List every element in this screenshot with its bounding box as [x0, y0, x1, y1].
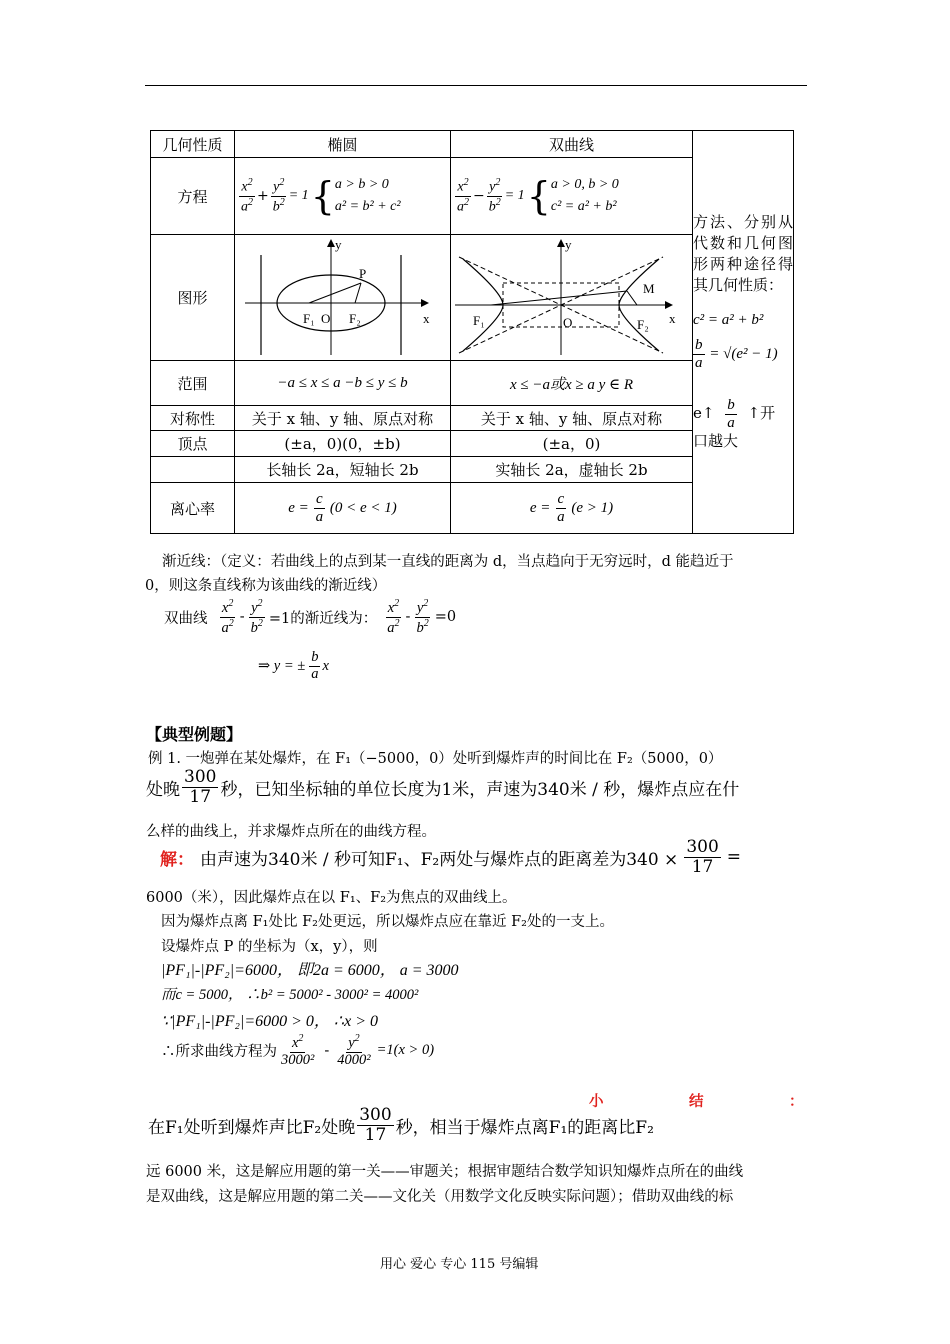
- summary-line1-b: 秒，相当于爆炸点离F₁的距离比F₂: [395, 1117, 654, 1138]
- asymptote-equation: 双曲线 $\frac{x^2}{a^2}$ - $\frac{y^2}{b^2}$ =1的渐近线为： $\frac{x^2}{a^2}$ - $\frac{y^2}{b^2}$ =0: [164, 598, 457, 636]
- solution-line5: |PF₁|-|PF₂|=6000， 即2a = 6000， a = 3000: [161, 962, 459, 979]
- ellipse-eccentricity: e = $\frac{c}{a}$ (0 < e < 1): [235, 483, 451, 534]
- ellipse-f2-label: F₂: [349, 311, 361, 326]
- solution-frac-num: 300: [686, 837, 719, 857]
- side-eq-e: = √(e² − 1): [709, 346, 778, 362]
- hyperbola-f2-label: F₂: [637, 317, 649, 332]
- hyperbola-figure-cell: [451, 235, 693, 361]
- summary-line3: 是双曲线，这是解应用题的第二关——文化关（用数学文化反映实际问题）；借助双曲线的标: [146, 1189, 734, 1205]
- solution-line7: ∵|PF₁|-|PF₂|=6000 > 0， ∴x > 0: [161, 1013, 378, 1030]
- section-title: 【典型例题】: [146, 725, 243, 744]
- hyperbola-o-label: O: [563, 315, 573, 330]
- ellipse-p-label: P: [359, 266, 367, 281]
- row-vertex: 顶点: [151, 431, 235, 457]
- row-figure: 图形: [151, 235, 235, 361]
- asymptote-end: =0: [434, 609, 457, 626]
- hyperbola-m-label: M: [643, 281, 655, 296]
- side-note-cell: [693, 131, 794, 534]
- solution-line1: [160, 838, 741, 876]
- asymptote-mid: =1的渐近线为：: [268, 610, 378, 627]
- ellipse-x-label: x: [423, 311, 430, 326]
- example-line2: [146, 768, 739, 806]
- row-range: 范围: [151, 361, 235, 406]
- hyperbola-equation: $\frac{x^2}{a^2}$ − $\frac{y^2}{b^2}$ = 1 { a > 0, b > 0 c² = a² + b²: [451, 158, 693, 235]
- asymptote-def-1: 渐近线：（定义：若曲线上的点到某一直线的距离为 d，当点趋向于无穷远时，d 能趋近于: [162, 554, 734, 570]
- example-frac-num: 300: [184, 767, 217, 787]
- ellipse-range: −a ≤ x ≤ a −b ≤ y ≤ b: [235, 361, 451, 406]
- hyperbola-cond1: a > 0, b > 0: [550, 177, 619, 192]
- ellipse-figure: [235, 235, 450, 360]
- ellipse-o-label: O: [321, 311, 331, 326]
- side-tail-den: a: [727, 414, 735, 431]
- solution-line8-d1: 3000²: [281, 1051, 315, 1068]
- hyperbola-axis: 实轴长 2a，虚轴长 2b: [451, 457, 693, 483]
- header-rule: [145, 85, 807, 86]
- side-a: a: [695, 354, 703, 371]
- hyperbola-x-label: x: [669, 311, 676, 326]
- summary-line2: 远 6000 米，这是解应用题的第一关——审题关；根据审题结合数学知识知爆炸点所在的曲线: [146, 1164, 744, 1180]
- header-hyperbola: 双曲线: [451, 131, 693, 158]
- hyperbola-range: x ≤ −a或x ≥ a y ∈ R: [451, 361, 693, 406]
- solution-line8-d2: 4000²: [337, 1051, 371, 1068]
- ellipse-cond1: a > b > 0: [334, 177, 389, 192]
- asymptote-def-2: 0，则这条直线称为该曲线的渐近线）: [145, 578, 387, 594]
- solution-label: 解：: [160, 849, 194, 870]
- row-equation: 方程: [151, 158, 235, 235]
- hyperbola-f1-label: F₁: [473, 313, 485, 328]
- example-frac-den: 17: [189, 786, 212, 807]
- summary-frac-num: 300: [359, 1105, 392, 1125]
- page-footer: 用心 爱心 专心 115 号编辑: [380, 1257, 539, 1272]
- solution-line1-text: 由声速为340米 / 秒可知F₁、F₂两处与爆炸点的距离差为340 ×: [200, 849, 679, 870]
- summary-line1: [148, 1106, 654, 1144]
- hyperbola-eq-main: = 1: [504, 188, 525, 203]
- hyperbola-ecc-range: (e > 1): [571, 500, 614, 516]
- header-props: 几何性质: [151, 131, 235, 158]
- example-line2-a: 处晚: [146, 779, 180, 800]
- asymptote-result: ⇒ y = ± $\frac{b}{a}$ x: [258, 649, 329, 682]
- properties-table: [150, 130, 794, 534]
- ellipse-figure-cell: [235, 235, 451, 361]
- hyperbola-y-label: y: [565, 237, 572, 252]
- hyperbola-symmetry: 关于 x 轴、y 轴、原点对称: [451, 406, 693, 431]
- side-b: b: [695, 337, 703, 353]
- hyperbola-vertex: (±a，0): [451, 431, 693, 457]
- row-symmetry: 对称性: [151, 406, 235, 431]
- side-tail-c: 口越大: [693, 432, 739, 450]
- summary-label-1: 小: [589, 1093, 604, 1110]
- header-ellipse: 椭圆: [235, 131, 451, 158]
- summary-line1-a: 在F₁处听到爆炸声比F₂处晚: [148, 1117, 356, 1138]
- example-line2-b: 秒，已知坐标轴的单位长度为1米，声速为340米 / 秒，爆炸点应在什: [220, 779, 740, 800]
- example-line3: 么样的曲线上，并求爆炸点所在的曲线方程。: [146, 824, 436, 840]
- ellipse-y-label: y: [335, 237, 342, 252]
- hyperbola-figure: [451, 235, 692, 360]
- solution-line8-b: =1(x > 0): [376, 1042, 435, 1059]
- solution-line1-end: =: [726, 847, 742, 868]
- ellipse-eq-main: = 1: [288, 188, 309, 203]
- solution-line2: 6000（米），因此爆炸点在以 F₁、F₂为焦点的双曲线上。: [146, 890, 517, 906]
- side-tail: [693, 397, 793, 431]
- hyperbola-cond2: c² = a² + b²: [550, 199, 617, 214]
- solution-line4: 设爆炸点 P 的坐标为（x，y），则: [161, 939, 378, 955]
- summary-frac-den: 17: [364, 1124, 387, 1145]
- side-note: 方法、分别从代数和几何图形两种途径得其几何性质：: [693, 213, 793, 294]
- side-eq-ba: [693, 337, 793, 371]
- row-eccentricity: 离心率: [151, 483, 235, 534]
- solution-frac-den: 17: [691, 856, 714, 877]
- summary-label-3: ：: [789, 1093, 804, 1110]
- asymptote-result-lhs: ⇒ y = ±: [258, 657, 306, 674]
- row-axis: [151, 457, 235, 483]
- ellipse-ecc-range: (0 < e < 1): [329, 500, 397, 516]
- example-line1: 例 1. 一炮弹在某处爆炸，在 F₁（−5000，0）处听到爆炸声的时间比在 F₂（5000，0）: [148, 751, 723, 767]
- ellipse-f1-label: F₁: [303, 311, 315, 326]
- solution-line8: ∴所求曲线方程为 $\frac{x^2}{\text{3000²}}$ - $\frac{y^2}{\text{4000²}}$ =1(x > 0): [161, 1033, 435, 1068]
- solution-line8-a: ∴所求曲线方程为: [161, 1044, 277, 1061]
- hyperbola-eccentricity: e = $\frac{c}{a}$ (e > 1): [451, 483, 693, 534]
- solution-line6: 而c = 5000， ∴b² = 5000² - 3000² = 4000²: [161, 987, 419, 1003]
- solution-line3: 因为爆炸点离 F₁处比 F₂处更远，所以爆炸点应在靠近 F₂处的一支上。: [161, 914, 614, 930]
- ellipse-axis: 长轴长 2a，短轴长 2b: [235, 457, 451, 483]
- ellipse-equation: $\frac{x^2}{a^2}$ + $\frac{y^2}{b^2}$ = 1 { a > b > 0 a² = b² + c²: [235, 158, 451, 235]
- side-eq-c: c² = a² + b²: [693, 312, 764, 328]
- asymptote-result-x: x: [322, 657, 329, 674]
- side-tail-b: b: [727, 397, 735, 413]
- ellipse-cond2: a² = b² + c²: [334, 199, 401, 214]
- ellipse-symmetry: 关于 x 轴、y 轴、原点对称: [235, 406, 451, 431]
- side-tail-a: e↑: [693, 404, 715, 422]
- asymptote-label: 双曲线: [164, 610, 208, 627]
- summary-label-2: 结: [689, 1093, 704, 1110]
- ellipse-vertex: (±a，0)(0，±b): [235, 431, 451, 457]
- side-tail-b2: ↑开: [747, 404, 776, 422]
